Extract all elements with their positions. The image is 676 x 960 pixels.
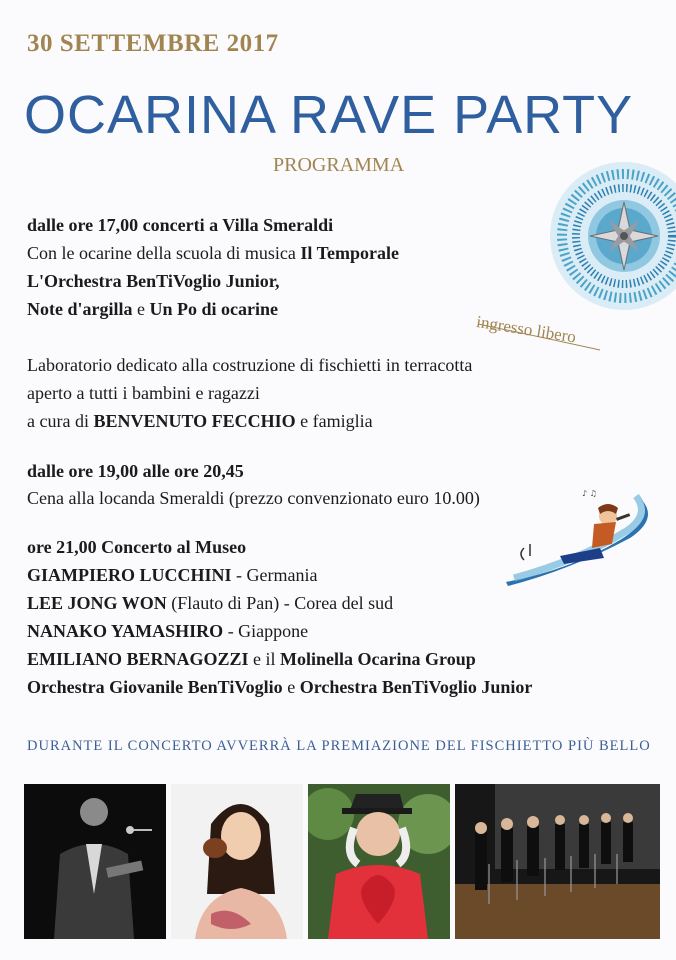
flying-musician-icon	[500, 478, 665, 593]
event-date: 30 SETTEMBRE 2017	[27, 30, 279, 57]
woman-with-ocarina-photo	[171, 784, 303, 939]
section4-heading: ore 21,00 Concerto al Museo	[27, 537, 247, 557]
section1-line3: Note d'argilla e Un Po di ocarine	[27, 299, 278, 319]
section1-line1: Con le ocarine della scuola di musica Il Temporale	[27, 243, 399, 263]
section1-line2: L'Orchestra BenTiVoglio Junior,	[27, 271, 280, 291]
program-subtitle: PROGRAMMA	[273, 154, 405, 176]
section2-line1: Laboratorio dedicato alla costruzione di fischietti in terracotta	[27, 355, 473, 375]
event-title: OCARINA RAVE PARTY	[24, 85, 634, 145]
mandala-star-icon	[546, 156, 676, 316]
section1-heading: dalle ore 17,00 concerti a Villa Smeraldi	[27, 215, 334, 235]
photo-strip	[24, 784, 660, 939]
section2-line3: a cura di BENVENUTO FECCHIO e famiglia	[27, 411, 373, 431]
section3-line1: Cena alla locanda Smeraldi (prezzo convenzionato euro 10.00)	[27, 488, 480, 508]
performer-5: Orchestra Giovanile BenTiVoglio e Orchestra BenTiVoglio Junior	[27, 677, 533, 697]
man-with-hat-photo	[308, 784, 450, 939]
performer-1: GIAMPIERO LUCCHINI - Germania	[27, 565, 318, 585]
award-banner: DURANTE IL CONCERTO AVVERRÀ LA PREMIAZIONE DEL FISCHIETTO PIÙ BELLO	[27, 738, 651, 754]
badge-underline	[476, 318, 606, 358]
performer-portrait-photo	[24, 784, 166, 939]
section3-heading: dalle ore 19,00 alle ore 20,45	[27, 461, 244, 481]
performer-2: LEE JONG WON (Flauto di Pan) - Corea del sud	[27, 593, 394, 613]
performer-4: EMILIANO BERNAGOZZI e il Molinella Ocarina Group	[27, 649, 476, 669]
svg-text:♪ ♫: ♪ ♫	[582, 489, 597, 498]
section2-line2: aperto a tutti i bambini e ragazzi	[27, 383, 260, 403]
free-entry-badge: ingresso libero	[475, 312, 578, 347]
orchestra-photo	[455, 784, 660, 939]
performer-3: NANAKO YAMASHIRO - Giappone	[27, 621, 309, 641]
